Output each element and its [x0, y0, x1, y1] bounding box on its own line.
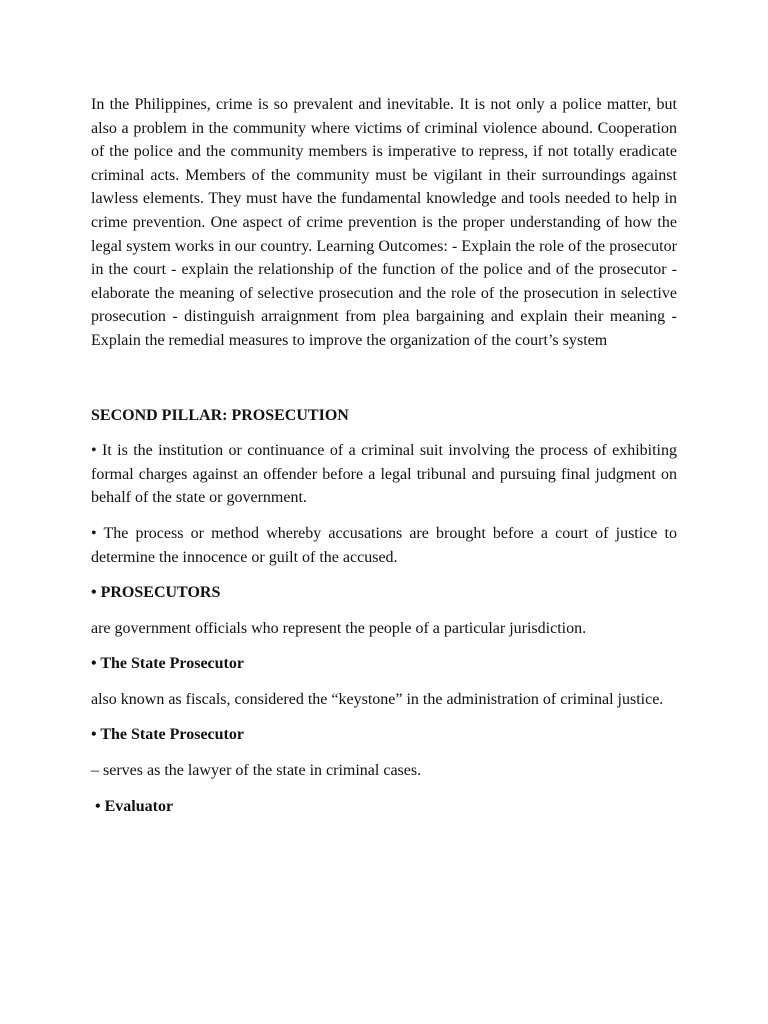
- intro-paragraph: In the Philippines, crime is so prevalent and inevitable. It is not only a police matter, but also a problem in the community where victims of criminal violence abound. Cooperation of the police and the community members is imperative to repress, if not totally eradicate criminal acts. Members of the community must be vigilant in their surroundings against lawless elements. They must have the fundamental knowledge and tools needed to help in crime prevention. One aspect of crime prevention is the proper understanding of how the legal system works in our country. Learning Outcomes: - Explain the role of the prosecutor in the court - explain the relationship of the function of the police and of the prosecutor - elaborate the meaning of selective prosecution and the role of the prosecution in selective prosecution - distinguish arraignment from plea bargaining and explain their meaning - Explain the remedial measures to improve the organization of the court’s system: [91, 96, 677, 349]
- bullet-paragraph-institution: • It is the institution or continuance of a criminal suit involving the process of exhibiting formal charges against an offender before a legal tribunal and pursuing final judgment on behalf of the state or government.: [91, 442, 677, 507]
- heading-state-prosecutor-1: • The State Prosecutor: [91, 655, 244, 673]
- heading-state-prosecutor-2: • The State Prosecutor: [91, 726, 244, 744]
- text-state-prosecutor-2: – serves as the lawyer of the state in criminal cases.: [91, 762, 422, 780]
- text-state-prosecutor-1: also known as fiscals, considered the “keystone” in the administration of criminal justice.: [91, 690, 664, 708]
- section-heading: SECOND PILLAR: PROSECUTION: [91, 406, 349, 424]
- heading-evaluator: • Evaluator: [95, 797, 174, 815]
- text-prosecutors: are government officials who represent the people of a particular jurisdiction.: [91, 619, 587, 637]
- bullet-paragraph-process: • The process or method whereby accusations are brought before a court of justice to determine the innocence or guilt of the accused.: [91, 524, 677, 566]
- heading-prosecutors: • PROSECUTORS: [91, 584, 221, 602]
- document-content: [91, 93, 677, 818]
